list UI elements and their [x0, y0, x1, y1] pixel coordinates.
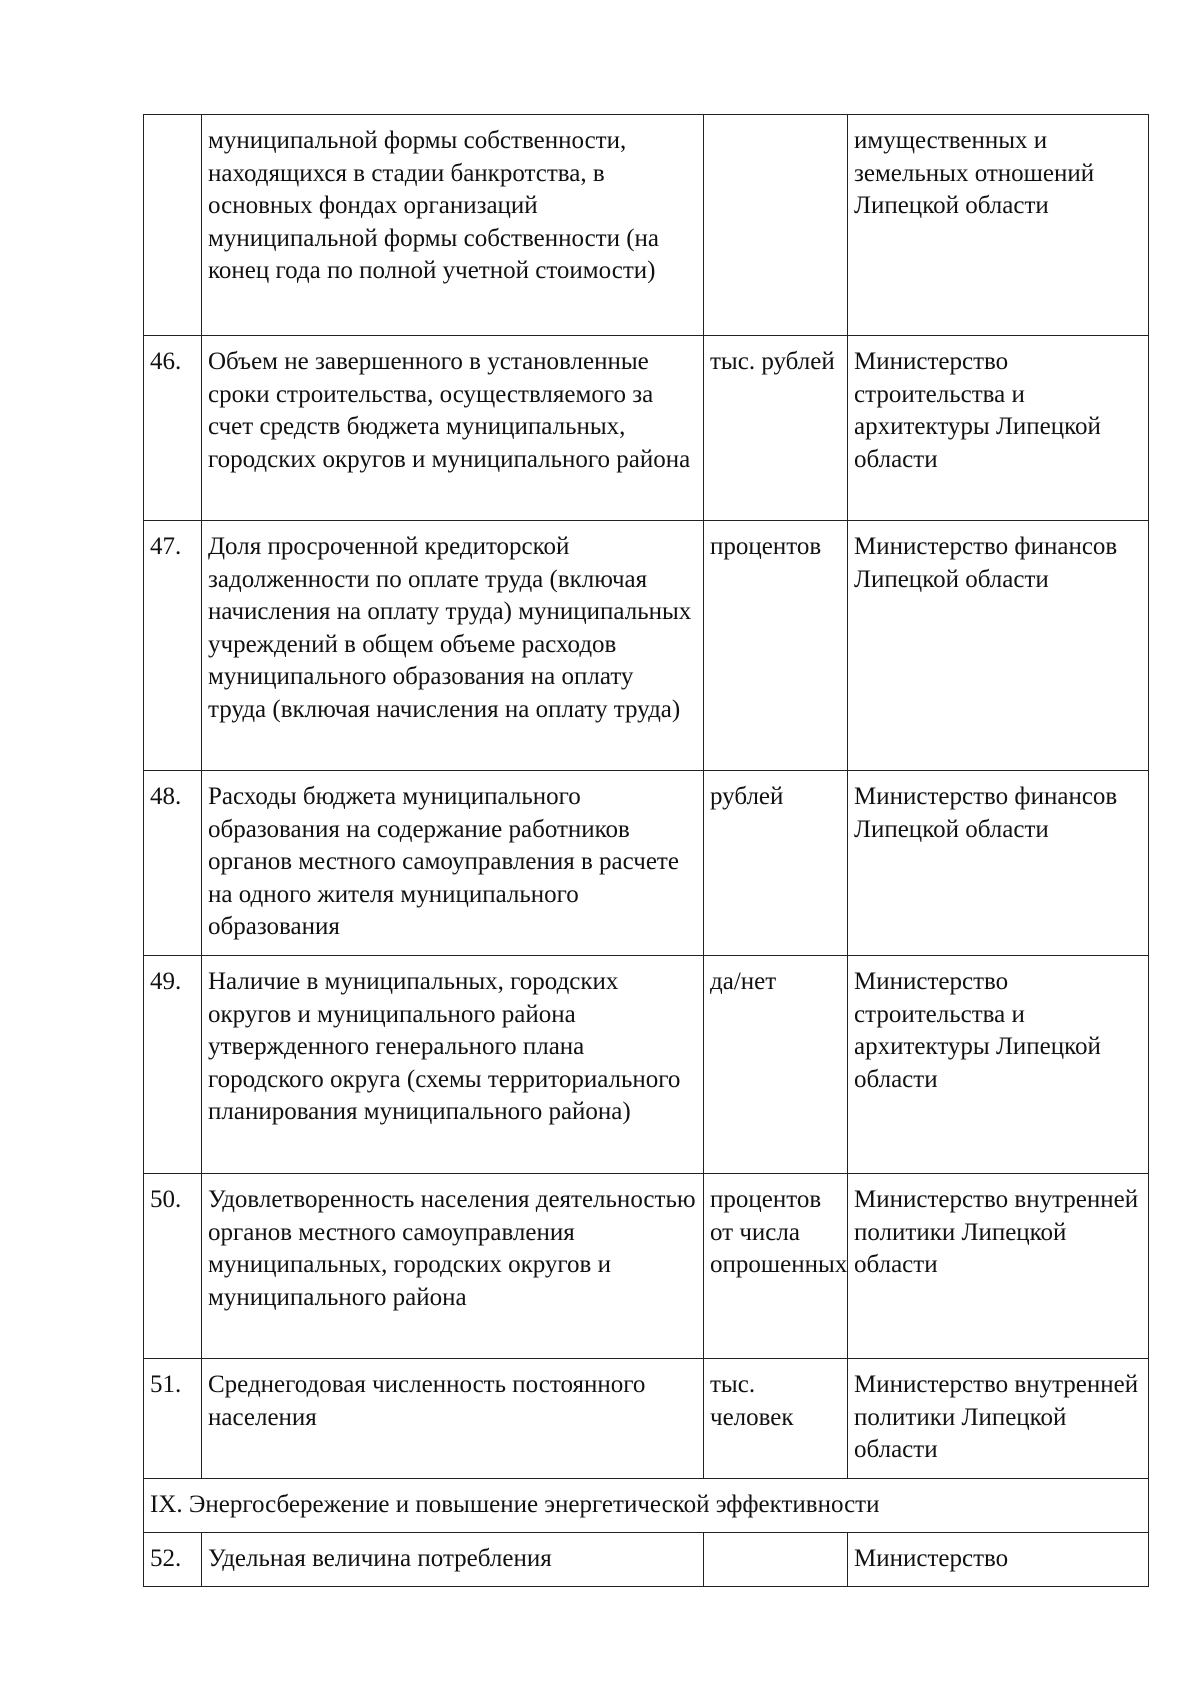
- row-number: 51.: [144, 1359, 202, 1479]
- section-row: [144, 1479, 1149, 1533]
- row-number: 48.: [144, 771, 202, 956]
- unit-of-measure: рублей: [704, 771, 848, 956]
- table-row: [144, 521, 1149, 771]
- indicator-name: Расходы бюджета муниципального образования на содержание работников органов местного самоуправления в расчете на одного жителя муниципального образования: [202, 771, 704, 956]
- indicator-name: Объем не завершенного в установленные сроки строительства, осуществляемого за счет средств бюджета муниципальных, городских округов и муниципального района: [202, 336, 704, 521]
- responsible-body: Министерство внутренней политики Липецкой области: [848, 1359, 1149, 1479]
- indicator-name: Доля просроченной кредиторской задолженности по оплате труда (включая начисления на оплату труда) муниципальных учреждений в общем объеме расходов муниципального образования на оплату труда (включая начисления на оплату труда): [202, 521, 704, 771]
- unit-of-measure: процентов от числа опрошенных: [704, 1174, 848, 1359]
- indicator-name: Среднегодовая численность постоянного населения: [202, 1359, 704, 1479]
- table-row: [144, 1174, 1149, 1359]
- row-number: 47.: [144, 521, 202, 771]
- row-number: 46.: [144, 336, 202, 521]
- responsible-body: Министерство внутренней политики Липецкой области: [848, 1174, 1149, 1359]
- responsible-body: Министерство финансов Липецкой области: [848, 771, 1149, 956]
- responsible-body: Министерство строительства и архитектуры Липецкой области: [848, 956, 1149, 1174]
- row-number: 50.: [144, 1174, 202, 1359]
- responsible-body: имущественных и земельных отношений Липецкой области: [848, 115, 1149, 336]
- responsible-body: Министерство финансов Липецкой области: [848, 521, 1149, 771]
- indicator-name: Удовлетворенность населения деятельностью органов местного самоуправления муниципальных, городских округов и муниципального района: [202, 1174, 704, 1359]
- responsible-body: Министерство: [848, 1533, 1149, 1587]
- table-row: [144, 1533, 1149, 1587]
- row-number: [144, 115, 202, 336]
- section-heading: IX. Энергосбережение и повышение энергетической эффективности: [144, 1479, 1149, 1533]
- table-row: [144, 336, 1149, 521]
- table-row: [144, 115, 1149, 336]
- indicator-name: муниципальной формы собственности, находящихся в стадии банкротства, в основных фондах организаций муниципальной формы собственности (на конец года по полной учетной стоимости): [202, 115, 704, 336]
- table-row: [144, 771, 1149, 956]
- unit-of-measure: да/нет: [704, 956, 848, 1174]
- unit-of-measure: тыс. рублей: [704, 336, 848, 521]
- responsible-body: Министерство строительства и архитектуры Липецкой области: [848, 336, 1149, 521]
- unit-of-measure: процентов: [704, 521, 848, 771]
- unit-of-measure: тыс. человек: [704, 1359, 848, 1479]
- table-row: [144, 956, 1149, 1174]
- indicators-table: [143, 114, 1149, 1587]
- indicator-name: Наличие в муниципальных, городских округов и муниципального района утвержденного генерального плана городского округа (схемы территориального планирования муниципального района): [202, 956, 704, 1174]
- row-number: 52.: [144, 1533, 202, 1587]
- unit-of-measure: [704, 1533, 848, 1587]
- unit-of-measure: [704, 115, 848, 336]
- table-row: [144, 1359, 1149, 1479]
- row-number: 49.: [144, 956, 202, 1174]
- indicator-name: Удельная величина потребления: [202, 1533, 704, 1587]
